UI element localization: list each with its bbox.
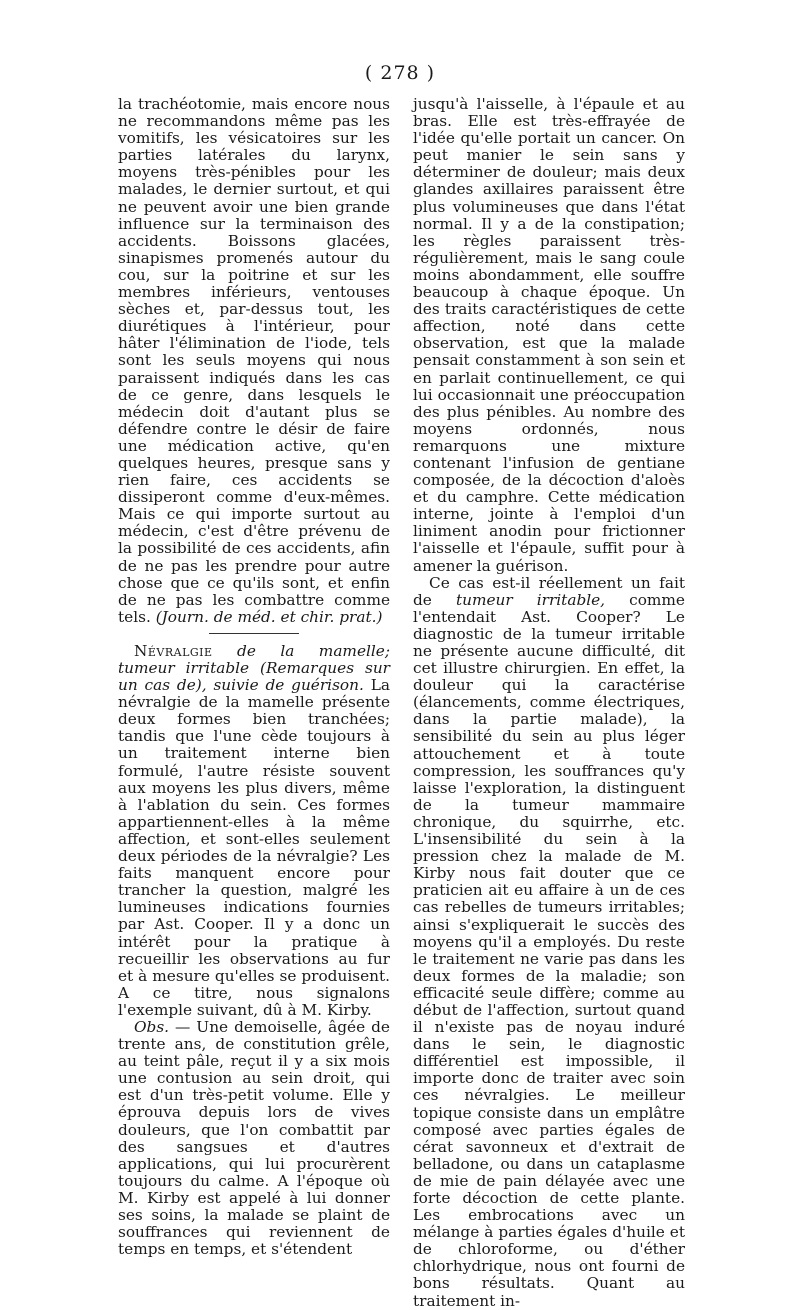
paragraph-tracheotomie (118, 96, 390, 626)
paragraph-text: Ce cas est-il réellement un fait de (413, 573, 685, 609)
paragraph-text: — Une demoiselle, âgée de trente ans, de constitution grêle, au teint pâle, reçut il y a six mois une contusion au sein droit, qui est d'un très-petit volume. Elle y éprouva depuis lors de vives douleurs, que l'on combattit par des sangsues et d'autres applications, qui lui procurèrent toujours du calme. A l'époque où M. Kirby est appelé à lui donner ses soins, la malade se plaint de souffrances qui reviennent de temps en temps, et s'étendent (118, 1017, 390, 1259)
section-heading-subject: de la mamelle; tumeur irritable (118, 641, 390, 677)
section-divider (209, 633, 299, 634)
italic-term: tumeur irritable, (455, 590, 606, 609)
paragraph-commentary (413, 575, 685, 1310)
right-column (413, 96, 685, 1310)
paragraph-observation (118, 1019, 390, 1258)
observation-label: Obs. (134, 1017, 170, 1036)
paragraph-text: La névralgie de la mamelle présente deux formes bien tranchées; tandis que l'une cède toujours à un traitement interne bien formulé, l'autre résiste souvent aux moyens les plus divers, même à l'ablation du sein. Ces formes appartiennent-elles à la même affection, et sont-elles seulement deux périodes de la névralgie? Les faits manquent encore pour trancher la question, malgré les lumineuses indications fournies par Ast. Cooper. Il y a donc un intérêt pour la pratique à recueillir les observations au fur et à mesure qu'elles se produisent. A ce titre, nous signalons l'exemple suivant, dû à M. Kirby. (118, 676, 390, 1019)
paragraph-text: comme l'entendait Ast. Cooper? Le diagnostic de la tumeur irritable ne présente aucune difficulté, dit cet illustre chirurgien. En effet, la douleur qui la caractérise (élancements, comme électriques, dans la partie malade), la sensibilité du sein au plus léger attouchement et à toute compression, les souffrances qu'y laisse l'exploration, la distinguent de la tumeur mammaire chronique, du squirrhe, etc. L'insensibilité du sein à la pression chez la malade de M. Kirby nous fait douter que ce praticien ait eu affaire à un de ces cas rebelles de tumeurs irritables; ainsi s'expliquerait le succès des moyens qu'il a employés. Du reste le traitement ne varie pas dans les deux formes de la maladie; son efficacité seule diffère; comme au début de l'affection, surtout quand il n'existe pas de noyau induré dans le sein, le diagnostic différentiel est impossible, il importe donc de traiter avec soin ces névralgies. Le meilleur topique consiste dans un emplâtre composé avec parties égales de cérat savonneux et d'extrait de belladone, ou dans un cataplasme de mie de pain délayée avec une forte décoction de cette plante. Les embrocations avec un mélange à parties égales d'huile et de chloroforme, ou d'éther chlorhydrique, nous ont fourni de bons résultats. Quant au traitement in- (413, 590, 685, 1310)
page-number: ( 278 ) (364, 62, 436, 84)
paragraph-continuation (413, 96, 685, 575)
paragraph-nevralgie (118, 643, 390, 1019)
section-heading-remarks: (Remarques sur un cas de), (118, 659, 390, 695)
section-heading: Névralgie (134, 641, 213, 660)
paragraph-text: jusqu'à l'aisselle, à l'épaule et au bras. Elle est très-effrayée de l'idée qu'elle portait un cancer. On peut manier le sein sans y déterminer de douleur; mais deux glandes axillaires paraissent être plus volumineuses que dans l'état normal. Il y a de la constipation; les règles paraissent très-régulièrement, mais le sang coule moins abondamment, elle souffre beaucoup à chaque époque. Un des traits caractéristiques de cette affection, noté dans cette observation, est que la malade pensait constamment à son sein et en parlait continuellement, ce qui lui occasionnait une préoccupation des plus pénibles. Au nombre des moyens ordonnés, nous remarquons une mixture contenant l'infusion de gentiane composée, de la décoction d'aloès et du camphre. Cette médication interne, jointe à l'emploi d'un liniment anodin pour frictionner l'aisselle et l'épaule, suffit pour à amener la guérison. (413, 95, 685, 575)
paragraph-text: la trachéotomie, mais encore nous ne recommandons même pas les vomitifs, les vésicatoires sur les parties latérales du larynx, moyens très-pénibles pour les malades, le dernier surtout, et qui ne peuvent avoir une bien grande influence sur la terminaison des accidents. Boissons glacées, sinapismes promenés autour du cou, sur la poitrine et sur les membres inférieurs, ventouses sèches et, par-dessus tout, les diurétiques à l'intérieur, pour hâter l'élimination de l'iode, tels sont les seuls moyens qui nous paraissent indiqués dans les cas de ce genre, dans lesquels le médecin doit d'autant plus se défendre contre le désir de faire une médication active, qu'en quelques heures, presque sans y rien faire, ces accidents se dissiperont comme d'eux-mêmes. Mais ce qui importe surtout au médecin, c'est d'être prévenu de la possibilité de ces accidents, afin de ne pas les prendre pour autre chose que ce qu'ils sont, et enfin de ne pas les combattre comme tels. (118, 95, 390, 626)
section-heading-suite: suivie de guérison. (213, 676, 364, 695)
source-citation: (Journ. de méd. et chir. prat.) (155, 607, 383, 626)
left-column (118, 96, 390, 1258)
